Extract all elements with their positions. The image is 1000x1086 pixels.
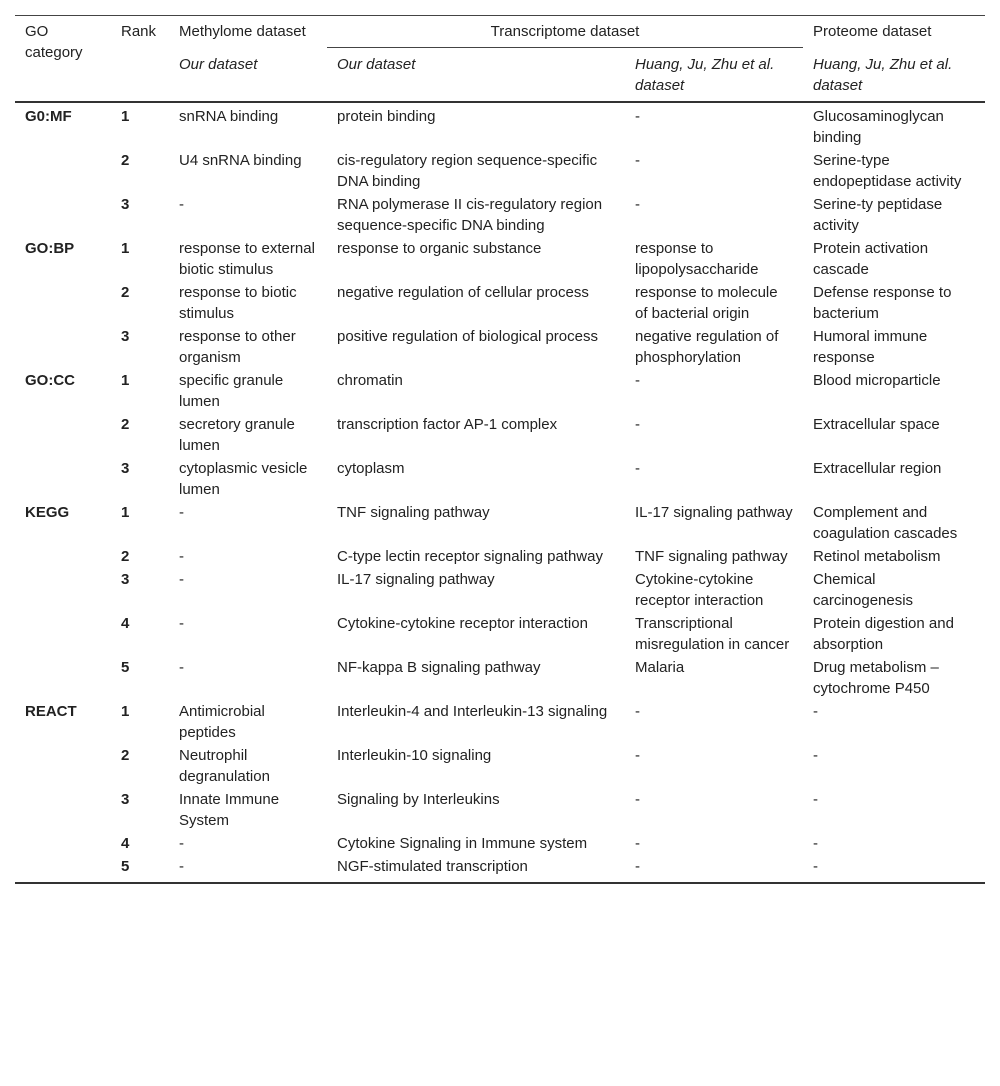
table-row (15, 832, 985, 855)
cell-transcriptome-huang: - (635, 835, 640, 852)
cell-go-category: REACT (25, 703, 77, 720)
cell-methylome: - (179, 615, 184, 632)
cell-transcriptome-huang: IL-17 signaling pathway (635, 504, 793, 521)
cell-transcriptome-ours: protein binding (337, 108, 436, 125)
cell-methylome: cytoplasmic vesicle lumen (179, 460, 308, 498)
table-row (15, 700, 985, 744)
cell-proteome: Drug metabolism – cytochrome P450 (813, 659, 939, 697)
cell-transcriptome-huang: negative regulation of phosphorylation (635, 328, 779, 366)
table-row (15, 744, 985, 788)
cell-methylome: - (179, 571, 184, 588)
cell-transcriptome-huang: Cytokine-cytokine receptor interaction (635, 571, 764, 609)
enrichment-table-container (15, 15, 985, 884)
cell-go-category (15, 788, 111, 832)
table-row (15, 855, 985, 882)
cell-transcriptome-ours: Interleukin-4 and Interleukin-13 signaling (337, 703, 608, 720)
cell-go-category: GO:CC (25, 372, 75, 389)
cell-methylome: response to biotic stimulus (179, 284, 297, 322)
header-transcriptome-sub-huang: Huang, Ju, Zhu et al. dataset (635, 56, 775, 94)
cell-rank: 3 (121, 460, 130, 477)
header-methylome: Methylome dataset (179, 23, 306, 40)
cell-transcriptome-huang: - (635, 108, 640, 125)
header-transcriptome-sub-ours: Our dataset (337, 56, 416, 73)
cell-transcriptome-ours: response to organic substance (337, 240, 542, 257)
table-row (15, 568, 985, 612)
cell-go-category (15, 281, 111, 325)
cell-rank: 5 (121, 858, 130, 875)
cell-proteome: Serine-ty peptidase activity (813, 196, 943, 234)
cell-rank: 2 (121, 284, 130, 301)
cell-rank: 3 (121, 791, 130, 808)
table-row (15, 102, 985, 149)
table-bottom-rule (15, 882, 985, 884)
header-go-category: GO category (25, 23, 83, 61)
cell-methylome: response to external biotic stimulus (179, 240, 315, 278)
cell-transcriptome-ours: cis-regulatory region sequence-specific DNA binding (337, 152, 598, 190)
cell-rank: 2 (121, 548, 130, 565)
table-row (15, 413, 985, 457)
table-row (15, 149, 985, 193)
cell-proteome: Chemical carcinogenesis (813, 571, 914, 609)
cell-proteome: Extracellular region (813, 460, 942, 477)
table-row (15, 788, 985, 832)
cell-go-category (15, 457, 111, 501)
cell-transcriptome-ours: NGF-stimulated transcription (337, 858, 528, 875)
table-row (15, 656, 985, 700)
header-proteome-sub: Huang, Ju, Zhu et al. dataset (813, 55, 953, 94)
cell-methylome: - (179, 858, 184, 875)
cell-methylome: specific granule lumen (179, 372, 284, 410)
table-body (15, 102, 985, 882)
cell-transcriptome-huang: response to lipopolysaccharide (635, 240, 759, 278)
cell-transcriptome-huang: - (635, 152, 640, 169)
table-row (15, 369, 985, 413)
cell-proteome: Serine-type endopeptidase activity (813, 152, 962, 190)
cell-go-category: GO:BP (25, 240, 75, 257)
cell-go-category (15, 325, 111, 369)
cell-proteome: Defense response to bacterium (813, 284, 952, 322)
cell-transcriptome-ours: cytoplasm (337, 460, 405, 477)
cell-go-category (15, 832, 111, 855)
cell-go-category (15, 413, 111, 457)
cell-transcriptome-ours: C-type lectin receptor signaling pathway (337, 548, 603, 565)
cell-transcriptome-huang: - (635, 703, 640, 720)
cell-proteome: Extracellular space (813, 416, 940, 433)
cell-transcriptome-ours: NF-kappa B signaling pathway (337, 659, 541, 676)
cell-methylome: - (179, 659, 184, 676)
cell-rank: 2 (121, 152, 130, 169)
cell-rank: 1 (121, 240, 130, 257)
cell-transcriptome-ours: positive regulation of biological process (337, 328, 598, 345)
cell-go-category (15, 149, 111, 193)
cell-transcriptome-ours: Signaling by Interleukins (337, 791, 500, 808)
cell-methylome: - (179, 504, 184, 521)
cell-transcriptome-huang: - (635, 460, 640, 477)
cell-proteome: - (813, 791, 818, 808)
cell-proteome: Glucosaminoglycan binding (813, 108, 944, 146)
cell-proteome: Complement and coagulation cascades (813, 504, 958, 542)
cell-rank: 5 (121, 659, 130, 676)
cell-methylome: - (179, 548, 184, 565)
table-row (15, 612, 985, 656)
cell-methylome: Antimicrobial peptides (179, 703, 265, 741)
cell-rank: 1 (121, 372, 130, 389)
cell-rank: 1 (121, 108, 130, 125)
table-row (15, 281, 985, 325)
cell-go-category (15, 612, 111, 656)
cell-go-category (15, 744, 111, 788)
cell-rank: 2 (121, 416, 130, 433)
cell-transcriptome-huang: - (635, 791, 640, 808)
cell-transcriptome-ours: TNF signaling pathway (337, 504, 490, 521)
cell-transcriptome-huang: - (635, 858, 640, 875)
cell-transcriptome-ours: RNA polymerase II cis-regulatory region sequence-specific DNA binding (337, 196, 603, 234)
cell-go-category: G0:MF (25, 108, 72, 125)
cell-transcriptome-huang: - (635, 196, 640, 213)
cell-transcriptome-ours: Cytokine Signaling in Immune system (337, 835, 588, 852)
cell-rank: 4 (121, 835, 130, 852)
header-row-primary (15, 16, 985, 48)
cell-go-category: KEGG (25, 504, 70, 521)
cell-transcriptome-ours: negative regulation of cellular process (337, 284, 589, 301)
cell-transcriptome-huang: TNF signaling pathway (635, 548, 788, 565)
cell-go-category (15, 545, 111, 568)
cell-proteome: - (813, 703, 818, 720)
cell-rank: 1 (121, 504, 130, 521)
cell-proteome: Protein digestion and absorption (813, 615, 954, 653)
table-row (15, 501, 985, 545)
cell-rank: 3 (121, 196, 130, 213)
cell-rank: 3 (121, 571, 130, 588)
enrichment-table (15, 15, 985, 882)
cell-methylome: U4 snRNA binding (179, 152, 302, 169)
header-methylome-sub: Our dataset (179, 55, 258, 73)
cell-methylome: snRNA binding (179, 108, 279, 125)
cell-go-category (15, 568, 111, 612)
cell-proteome: Retinol metabolism (813, 548, 941, 565)
header-proteome: Proteome dataset (813, 23, 932, 40)
cell-transcriptome-huang: - (635, 747, 640, 764)
cell-methylome: - (179, 196, 184, 213)
cell-transcriptome-huang: - (635, 372, 640, 389)
cell-transcriptome-huang: Transcriptional misregulation in cancer (635, 615, 790, 653)
cell-transcriptome-huang: response to molecule of bacterial origin (635, 284, 778, 322)
cell-go-category (15, 855, 111, 882)
cell-transcriptome-huang: - (635, 416, 640, 433)
cell-proteome: Blood microparticle (813, 372, 941, 389)
table-row (15, 325, 985, 369)
cell-rank: 4 (121, 615, 130, 632)
cell-methylome: Innate Immune System (179, 791, 280, 829)
cell-transcriptome-huang: Malaria (635, 659, 685, 676)
header-transcriptome: Transcriptome dataset (327, 16, 803, 48)
cell-proteome: Protein activation cascade (813, 240, 929, 278)
cell-transcriptome-ours: Interleukin-10 signaling (337, 747, 492, 764)
cell-proteome: - (813, 747, 818, 764)
table-row (15, 237, 985, 281)
cell-rank: 1 (121, 703, 130, 720)
cell-transcriptome-ours: transcription factor AP-1 complex (337, 416, 558, 433)
header-rank: Rank (121, 23, 157, 40)
cell-go-category (15, 656, 111, 700)
cell-proteome: - (813, 835, 818, 852)
cell-go-category (15, 193, 111, 237)
table-row (15, 545, 985, 568)
cell-methylome: secretory granule lumen (179, 416, 295, 454)
cell-rank: 3 (121, 328, 130, 345)
cell-rank: 2 (121, 747, 130, 764)
cell-methylome: Neutrophil degranulation (179, 747, 270, 785)
cell-proteome: Humoral immune response (813, 328, 928, 366)
cell-methylome: response to other organism (179, 328, 296, 366)
table-header (15, 16, 985, 103)
cell-transcriptome-ours: IL-17 signaling pathway (337, 571, 495, 588)
cell-transcriptome-ours: chromatin (337, 372, 403, 389)
table-row (15, 193, 985, 237)
table-row (15, 457, 985, 501)
cell-transcriptome-ours: Cytokine-cytokine receptor interaction (337, 615, 588, 632)
cell-methylome: - (179, 835, 184, 852)
cell-proteome: - (813, 858, 818, 875)
